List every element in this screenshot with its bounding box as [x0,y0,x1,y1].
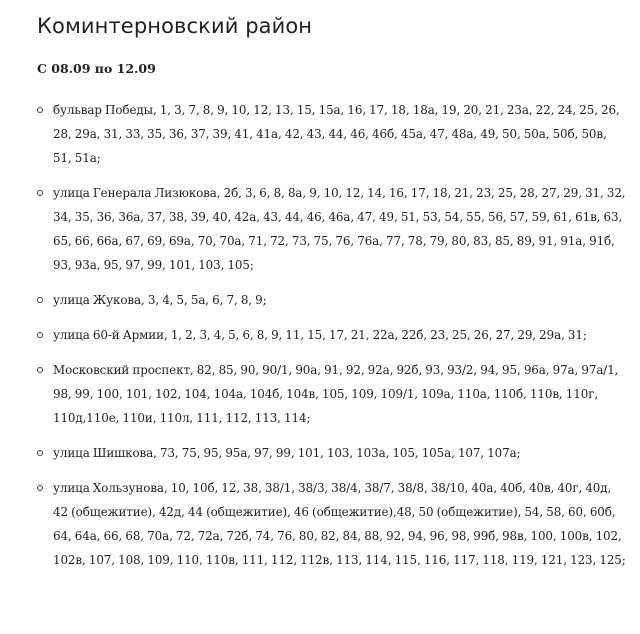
article [37,0,627,583]
street-item-pobedy [37,98,627,170]
bullet-icon [37,450,43,456]
street-item-lizyukova [37,181,627,277]
street-text: улица Шишкова, 73, 75, 95, 95а, 97, 99, 101, 103, 103а, 105, 105а, 107, 107а; [53,446,521,460]
street-text: Московский проспект, 82, 85, 90, 90/1, 90а, 91, 92, 92а, 92б, 93, 93/2, 94, 95, 96а, 97а, 97а/1, 98, 99, 100, 101, 102, 104, 104а, 104б, 104в, 105, 109, 109/1, 109а, 110а, 110б, 110в, 110г, 110д,110е, 110и, 110л, 111, 112, 113, 114; [53,363,619,425]
date-range: С 08.09 по 12.09 [37,61,156,76]
street-list [37,98,627,572]
bullet-icon [37,190,43,196]
street-item-60-armii [37,323,627,347]
bullet-icon [37,332,43,338]
district-title: Коминтерновский район [37,14,313,38]
bullet-icon [37,297,43,303]
bullet-icon [37,485,43,491]
street-item-shishkova [37,441,627,465]
street-text: улица Жукова, 3, 4, 5, 5а, 6, 7, 8, 9; [53,293,267,307]
bullet-icon [37,367,43,373]
street-item-moskovsky [37,358,627,430]
bullet-icon [37,107,43,113]
street-text: бульвар Победы, 1, 3, 7, 8, 9, 10, 12, 13, 15, 15а, 16, 17, 18, 18а, 19, 20, 21, 23а, 22, 24, 25, 26, 28, 29а, 31, 33, 35, 36, 37, 39, 41, 41а, 42, 43, 44, 46, 46б, 45а, 47, 48а, 49, 50, 50а, 50б, 50в, 51, 51а; [53,103,620,165]
street-item-zhukova [37,288,627,312]
street-text: улица Генерала Лизюкова, 2б, 3, 6, 8, 8а, 9, 10, 12, 14, 16, 17, 18, 21, 23, 25, 28, 27, 29, 31, 32, 34, 35, 36, 36а, 37, 38, 39, 40, 42а, 43, 44, 46, 46а, 47, 49, 51, 53, 54, 55, 56, 57, 59, 61, 61в, 63, 65, 66, 66а, 67, 69, 69а, 70, 70а, 71, 72, 73, 75, 76, 76а, 77, 78, 79, 80, 83, 85, 89, 91, 91а, 91б, 93, 93а, 95, 97, 99, 101, 103, 105; [53,186,626,272]
street-item-kholzunova [37,476,627,572]
street-text: улица 60-й Армии, 1, 2, 3, 4, 5, 6, 8, 9, 11, 15, 17, 21, 22а, 22б, 23, 25, 26, 27, 29, 29а, 31; [53,328,587,342]
street-text: улица Хользунова, 10, 10б, 12, 38, 38/1, 38/3, 38/4, 38/7, 38/8, 38/10, 40а, 40б, 40в, 40г, 40д, 42 (общежитие), 42д, 44 (общежитие), 46 (общежитие),48, 50 (общежитие), 54, 58, 60, 60б, 64, 64а, 66, 68, 70а, 72, 72а, 72б, 74, 76, 80, 82, 84, 88, 92, 94, 96, 98, 99б, 98в, 100, 100в, 102, 102в, 107, 108, 109, 110, 110в, 111, 112, 112в, 113, 114, 115, 116, 117, 118, 119, 121, 123, 125; [53,481,626,567]
